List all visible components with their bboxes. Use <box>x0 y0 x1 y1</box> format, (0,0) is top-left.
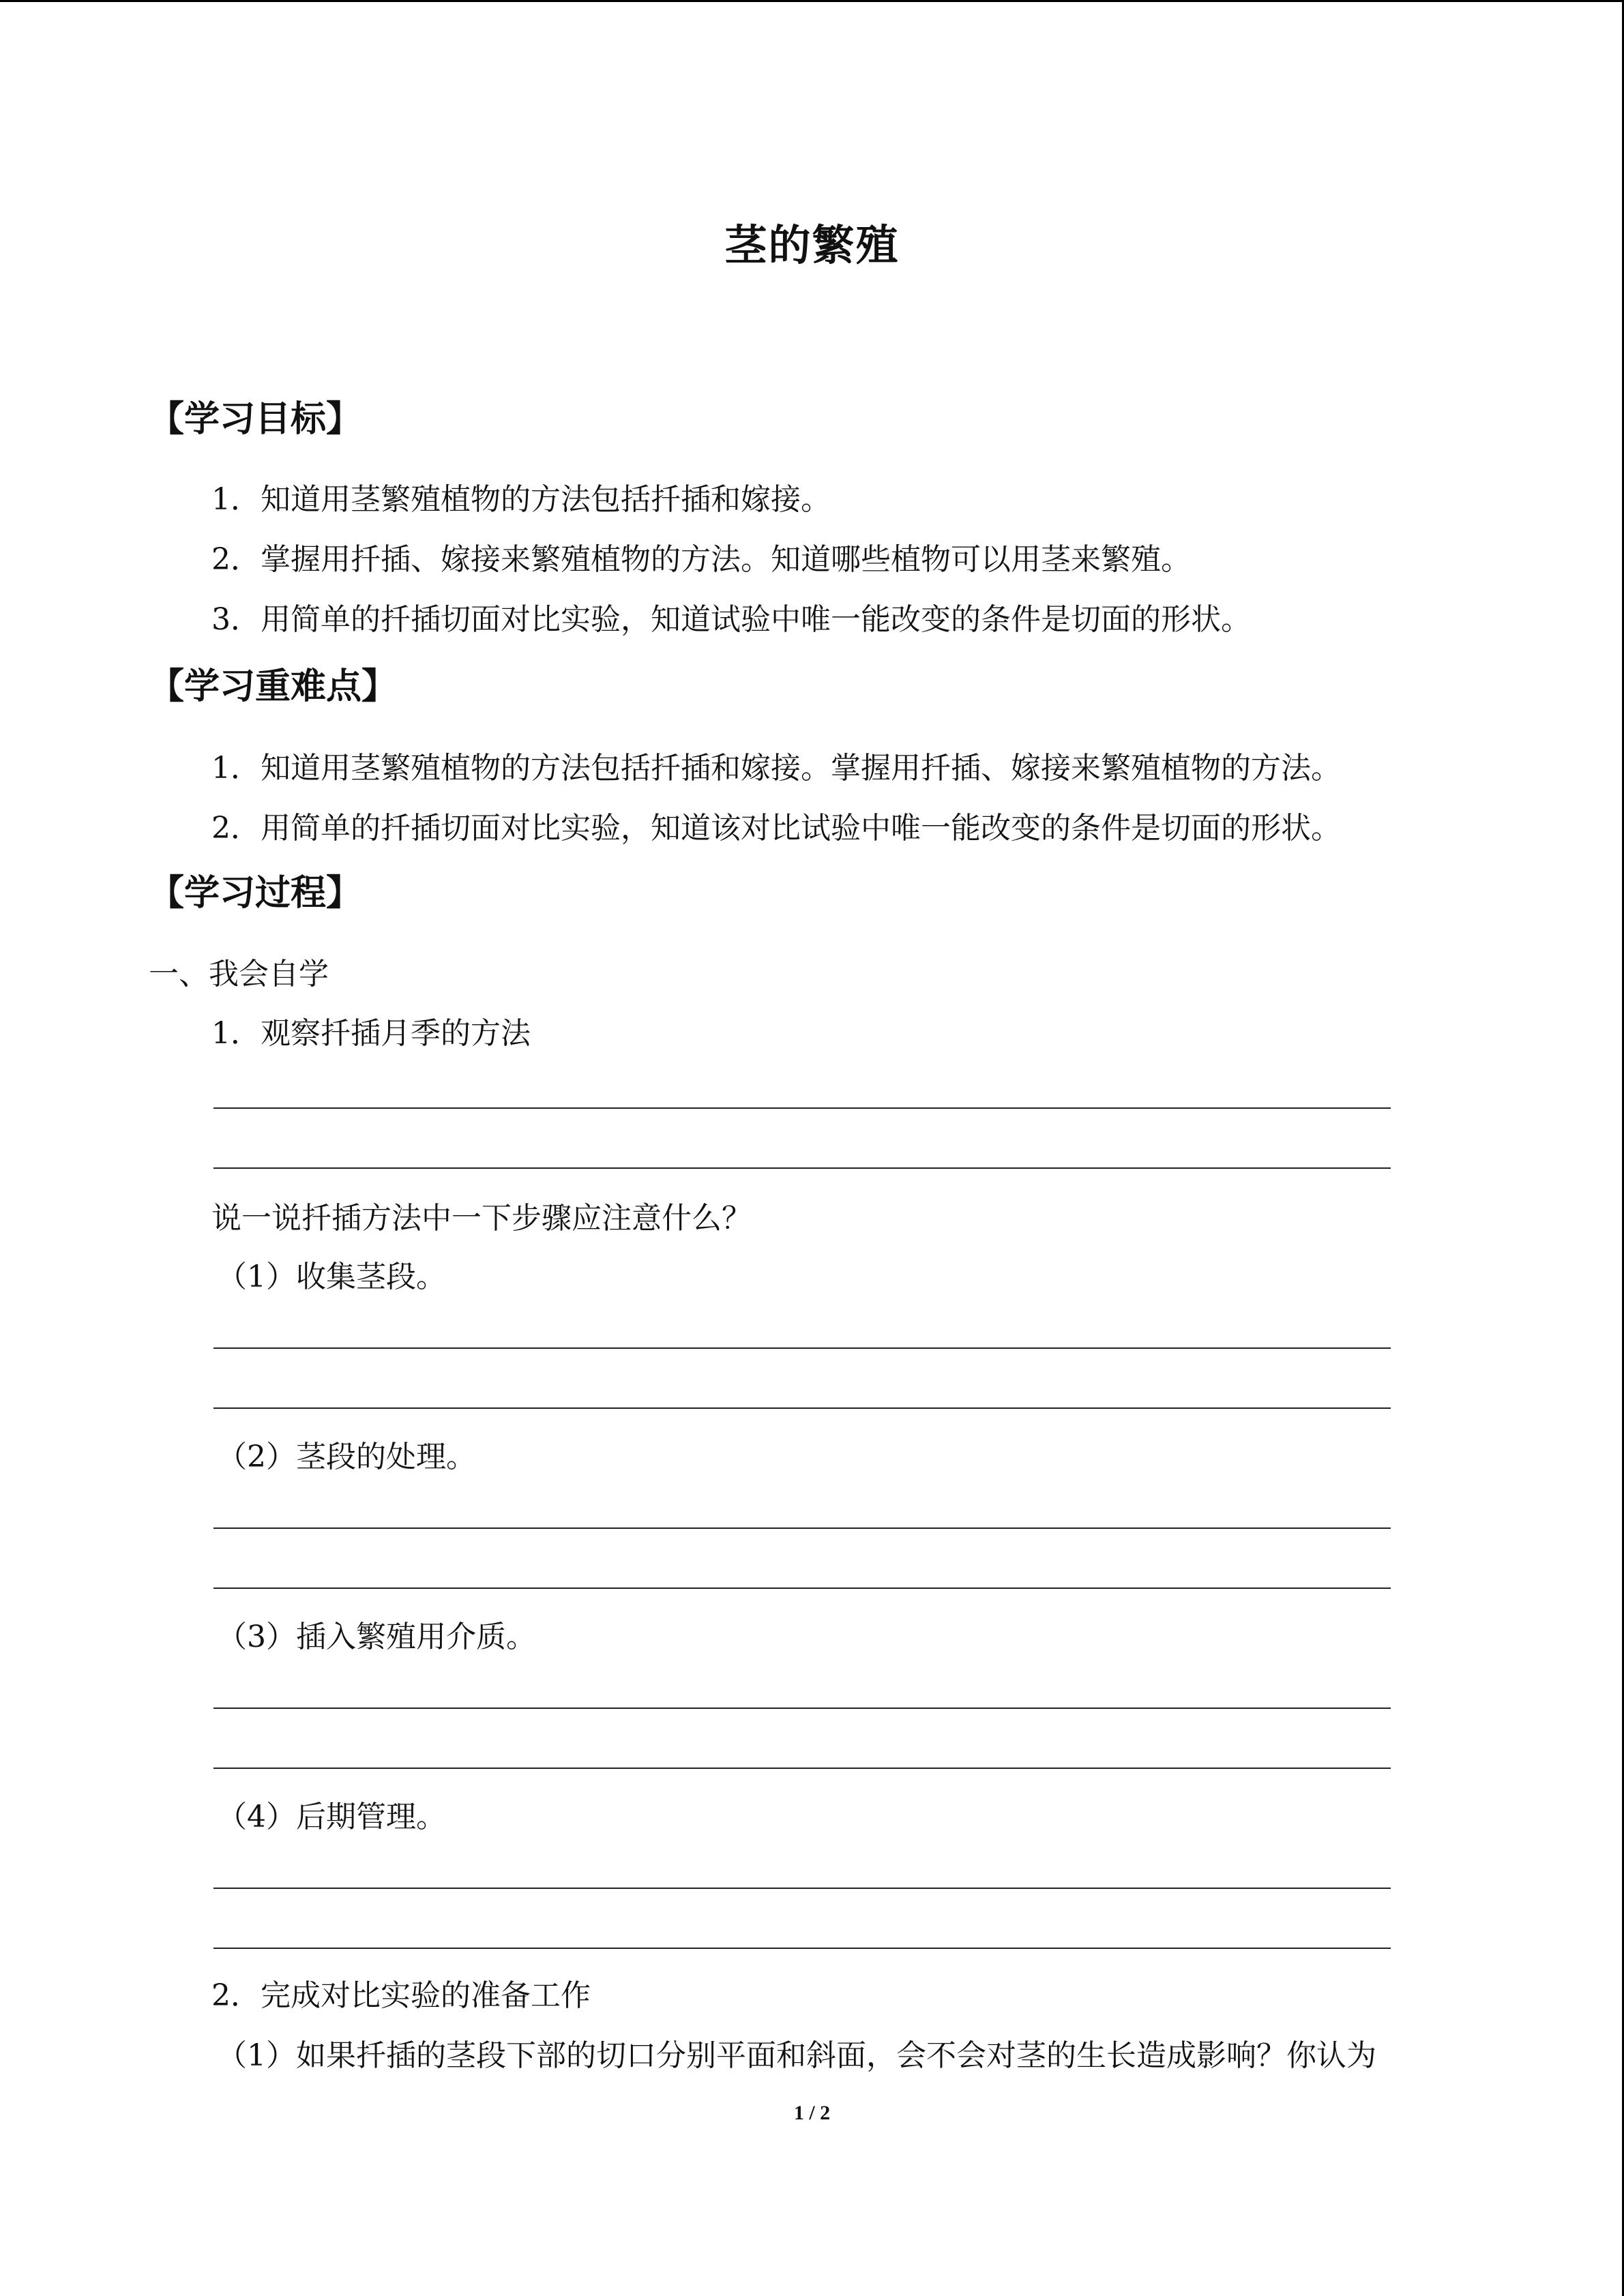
answer-line[interactable] <box>213 1347 1391 1349</box>
answer-line[interactable] <box>213 1407 1391 1409</box>
step-4-label: （4）后期管理。 <box>217 1800 446 1834</box>
question-2-sub-1: （1）如果扦插的茎段下部的切口分别平面和斜面，会不会对茎的生长造成影响？你认为 <box>217 2038 1376 2073</box>
document-title: 茎的繁殖 <box>724 220 900 270</box>
answer-line[interactable] <box>213 1888 1391 1889</box>
goal-item-3: 3．用简单的扦插切面对比实验，知道试验中唯一能改变的条件是切面的形状。 <box>211 602 1251 637</box>
key-point-item-1: 1．知道用茎繁殖植物的方法包括扦插和嫁接。掌握用扦插、嫁接来繁殖植物的方法。 <box>211 751 1341 786</box>
step-1-label: （1）收集茎段。 <box>217 1259 446 1294</box>
answer-line[interactable] <box>213 1768 1391 1769</box>
step-3-label: （3）插入繁殖用介质。 <box>217 1620 536 1654</box>
answer-line[interactable] <box>213 1708 1391 1709</box>
question-prompt: 说一说扦插方法中一下步骤应注意什么？ <box>211 1201 752 1236</box>
section-heading-key-points: 【学习重难点】 <box>149 666 398 707</box>
answer-line[interactable] <box>213 1587 1391 1589</box>
key-point-item-2: 2．用简单的扦插切面对比实验，知道该对比试验中唯一能改变的条件是切面的形状。 <box>211 811 1341 846</box>
goal-item-2: 2．掌握用扦插、嫁接来繁殖植物的方法。知道哪些植物可以用茎来繁殖。 <box>211 542 1191 577</box>
question-2: 2．完成对比实验的准备工作 <box>211 1978 591 2013</box>
goal-item-1: 1．知道用茎繁殖植物的方法包括扦插和嫁接。 <box>211 482 831 517</box>
answer-line[interactable] <box>213 1948 1391 1949</box>
answer-line[interactable] <box>213 1107 1391 1109</box>
question-1: 1．观察扦插月季的方法 <box>211 1016 531 1051</box>
section-heading-goals: 【学习目标】 <box>149 399 362 440</box>
answer-line[interactable] <box>213 1527 1391 1529</box>
answer-line[interactable] <box>213 1167 1391 1169</box>
part-heading-self-study: 一、我会自学 <box>149 957 329 992</box>
step-2-label: （2）茎段的处理。 <box>217 1440 476 1474</box>
section-heading-process: 【学习过程】 <box>149 873 362 914</box>
page-number: 1 / 2 <box>793 2102 831 2124</box>
